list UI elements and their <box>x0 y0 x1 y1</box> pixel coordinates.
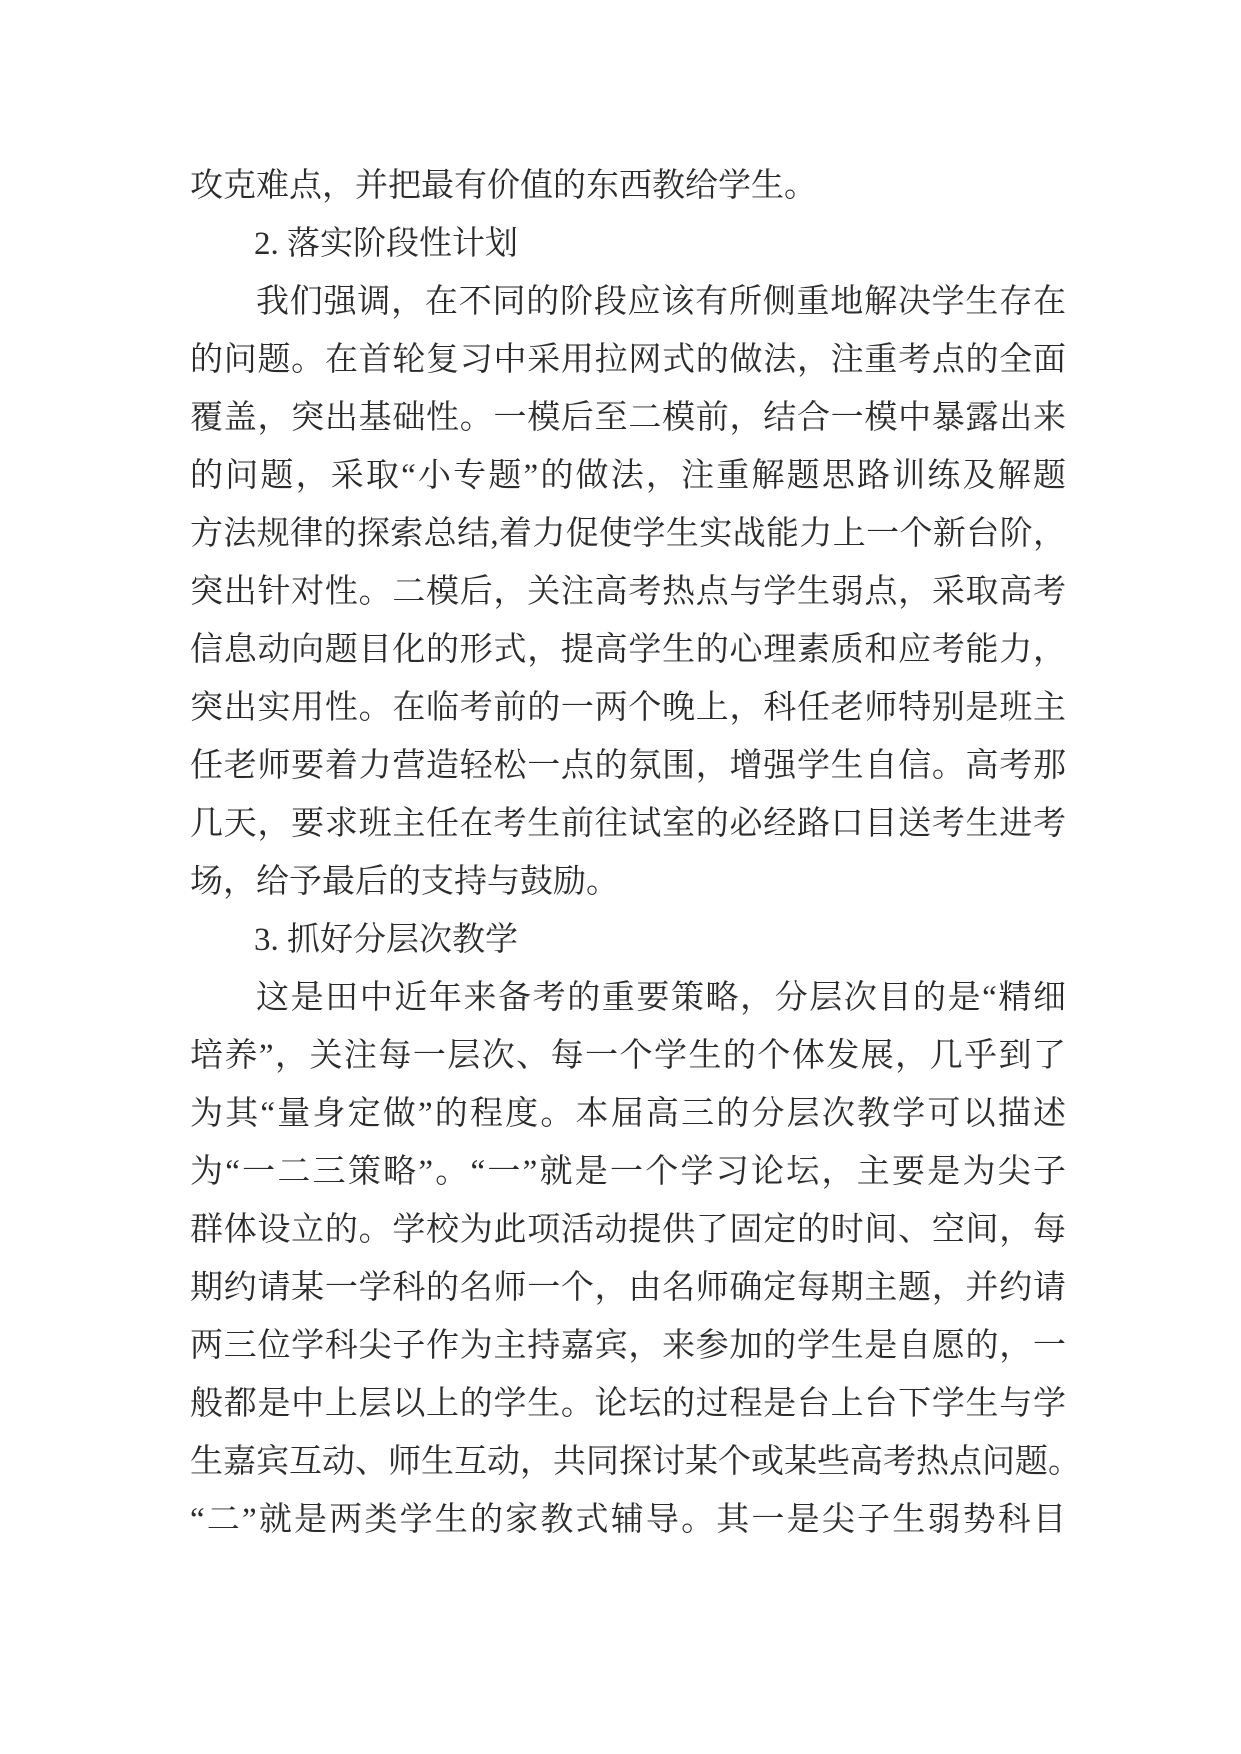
text-line: 为其“量身定做”的程度。本届高三的分层次教学可以描述 <box>190 1096 1066 1132</box>
text-line: 攻克难点，并把最有价值的东西教给学生。 <box>190 168 817 204</box>
text-line: 群体设立的。学校为此项活动提供了固定的时间、空间，每 <box>190 1212 1066 1248</box>
text-line: 突出针对性。二模后，关注高考热点与学生弱点，采取高考 <box>190 574 1066 610</box>
text-line: 覆盖，突出基础性。一模后至二模前，结合一模中暴露出来 <box>190 400 1066 436</box>
text-line: 的问题。在首轮复习中采用拉网式的做法，注重考点的全面 <box>190 342 1066 378</box>
text-line: 突出实用性。在临考前的一两个晚上，科任老师特别是班主 <box>190 690 1066 726</box>
text-line: 培养”，关注每一层次、每一个学生的个体发展，几乎到了 <box>190 1038 1066 1074</box>
text-line: 这是田中近年来备考的重要策略，分层次目的是“精细 <box>256 980 1066 1016</box>
text-line: 的问题，采取“小专题”的做法，注重解题思路训练及解题 <box>190 458 1066 494</box>
text-line: 2. 落实阶段性计划 <box>254 226 518 262</box>
text-line: 两三位学科尖子作为主持嘉宾，来参加的学生是自愿的，一 <box>190 1328 1066 1364</box>
text-line: 为“一二三策略”。“一”就是一个学习论坛，主要是为尖子 <box>190 1154 1066 1190</box>
paragraph <box>190 273 1066 911</box>
text-block <box>190 157 1081 1549</box>
text-line: 几天，要求班主任在考生前往试室的必经路口目送考生进考 <box>190 806 1066 842</box>
text-line: 场，给予最后的支持与鼓励。 <box>190 864 619 900</box>
paragraph <box>190 157 1066 215</box>
text-line: 我们强调，在不同的阶段应该有所侧重地解决学生存在 <box>256 284 1066 320</box>
text-line: 3. 抓好分层次教学 <box>254 922 518 958</box>
text-line: 般都是中上层以上的学生。论坛的过程是台上台下学生与学 <box>190 1386 1066 1422</box>
paragraph <box>190 969 1081 1549</box>
text-line: 生嘉宾互动、师生互动，共同探讨某个或某些高考热点问题。 <box>190 1444 1081 1480</box>
text-line: 方法规律的探索总结,着力促使学生实战能力上一个新台阶， <box>190 516 1066 552</box>
text-line: 信息动向题目化的形式，提高学生的心理素质和应考能力， <box>190 632 1066 668</box>
text-line: 期约请某一学科的名师一个，由名师确定每期主题，并约请 <box>190 1270 1066 1306</box>
text-line: “二”就是两类学生的家教式辅导。其一是尖子生弱势科目 <box>190 1502 1066 1538</box>
text-line: 任老师要着力营造轻松一点的氛围，增强学生自信。高考那 <box>190 748 1066 784</box>
paragraph <box>190 911 1066 969</box>
paragraph <box>190 215 1066 273</box>
